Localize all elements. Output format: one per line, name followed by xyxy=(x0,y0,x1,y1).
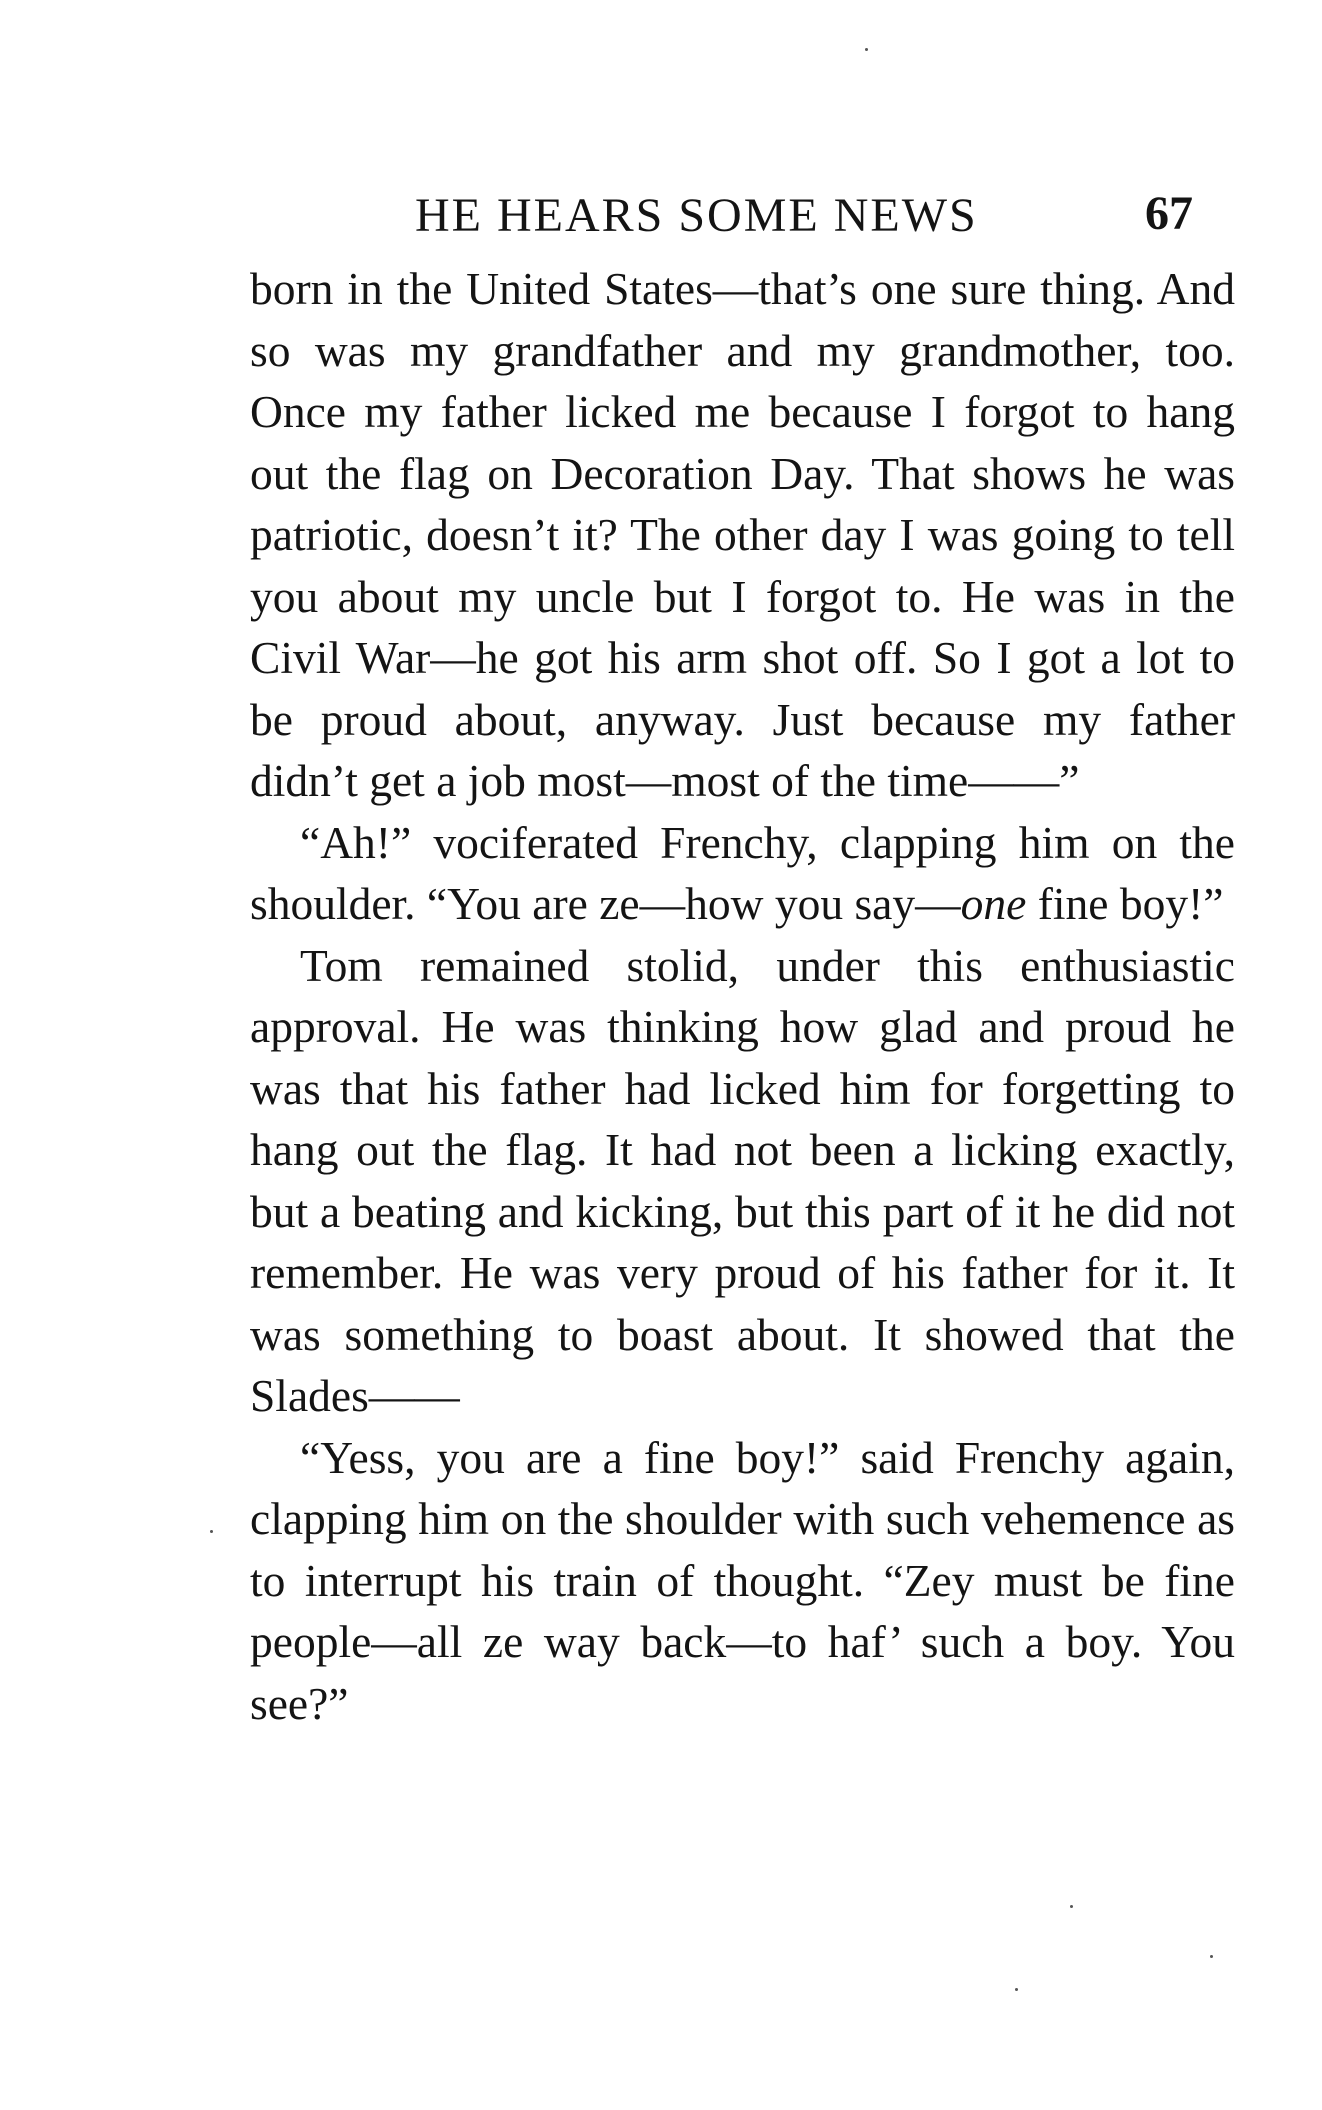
body-text xyxy=(250,258,1235,1734)
paragraph-2-text-start: “Ah!” vociferated Frenchy, clapping him on the shoulder. “You are ze—how you say— xyxy=(250,816,1235,929)
scan-speck xyxy=(210,1530,213,1533)
paragraph-2-italic-word: one xyxy=(960,878,1027,929)
paragraph-3: Tom remained stolid, under this enthusiastic approval. He was thinking how glad and proud he was that his father had licked him for forgetting to hang out the flag. It had not been a licking exactly, but a beating and kicking, but this part of it he did not remember. He was very proud of his father for it. It was something to boast about. It showed that the Slades—— xyxy=(250,939,1235,1421)
scan-speck xyxy=(1210,1955,1213,1958)
running-head xyxy=(250,180,1250,240)
paragraph-1: born in the United States—that’s one sure thing. And so was my grandfather and my grandmother, too. Once my father licked me because I forgot to hang out the flag on Decoration Day. That shows he was patriotic, doesn’t it? The other day I was going to tell you about my uncle but I forgot to. He was in the Civil War—he got his arm shot off. So I got a lot to be proud about, anyway. Just because my father didn’t get a job most—most of the time——” xyxy=(250,263,1235,806)
running-title: HE HEARS SOME NEWS xyxy=(415,189,978,242)
scan-speck xyxy=(1070,1905,1073,1908)
scan-speck xyxy=(1015,1988,1018,1991)
scan-speck xyxy=(865,48,868,51)
paragraph-2 xyxy=(250,812,1235,935)
paragraph-2-text-end: fine boy!” xyxy=(1026,878,1224,929)
page-number: 67 xyxy=(1145,187,1193,240)
paragraph-4: “Yess, you are a fine boy!” said Frenchy again, clapping him on the shoulder with such vehemence as to interrupt his train of thought. “Zey must be fine people—all ze way back—to haf’ such a boy. You see?” xyxy=(250,1431,1235,1729)
